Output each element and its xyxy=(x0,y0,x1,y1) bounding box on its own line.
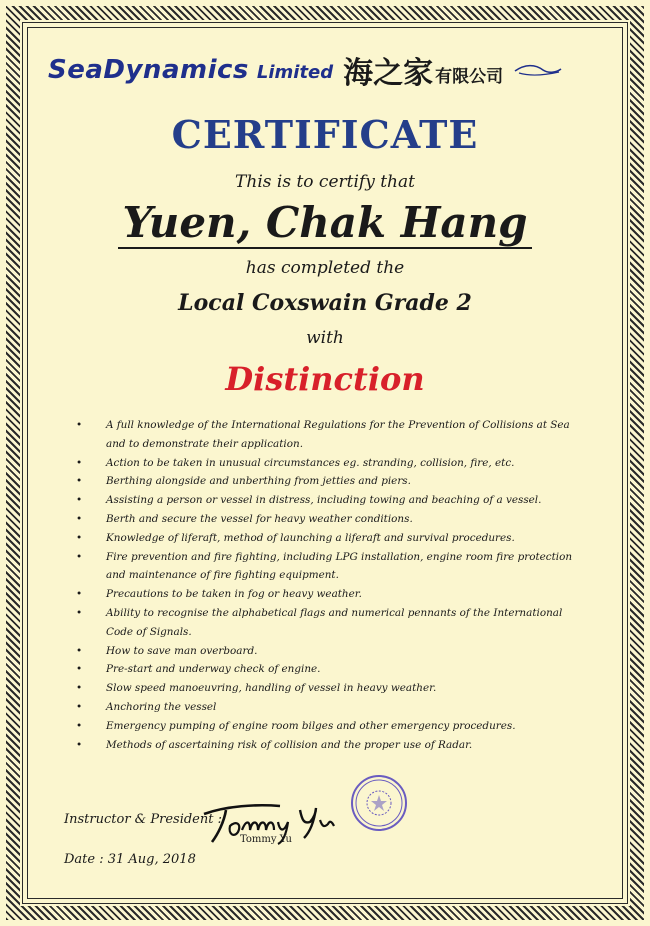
list-item: • Ability to recognise the alphabetical flags and numerical pennants of the International Code of Signals. xyxy=(76,604,578,642)
competency-list xyxy=(76,416,578,754)
certify-line: This is to certify that xyxy=(235,172,415,192)
company-header xyxy=(48,50,608,90)
list-item: • Slow speed manoeuvring, handling of vessel in heavy weather. xyxy=(76,679,578,698)
completed-line: has completed the xyxy=(245,258,405,278)
list-item: • Knowledge of liferaft, method of launching a liferaft and survival procedures. xyxy=(76,529,578,548)
issue-date: Date : 31 Aug, 2018 xyxy=(64,852,196,867)
brand-name: SeaDynamics xyxy=(48,55,249,85)
brand-chinese-suffix: 有限公司 xyxy=(435,66,504,87)
list-item: • A full knowledge of the International Regulations for the Prevention of Collisions at Sea and to demonstrate their application. xyxy=(76,416,578,454)
grade-distinction: Distinction xyxy=(225,360,425,398)
list-item: • Anchoring the vessel xyxy=(76,698,578,717)
course-name: Local Coxswain Grade 2 xyxy=(178,290,472,316)
list-item: • How to save man overboard. xyxy=(76,642,578,661)
with-line: with xyxy=(306,328,344,348)
list-item: • Fire prevention and fire fighting, including LPG installation, engine room fire protection and maintenance of fire fighting equipment. xyxy=(76,548,578,586)
list-item: • Emergency pumping of engine room bilges and other emergency procedures. xyxy=(76,717,578,736)
company-seal-icon xyxy=(350,774,408,832)
certificate-title: CERTIFICATE xyxy=(171,112,479,157)
boat-wave-icon xyxy=(513,60,563,80)
list-item: • Assisting a person or vessel in distress, including towing and beaching of a vessel. xyxy=(76,491,578,510)
list-item: • Berth and secure the vessel for heavy weather conditions. xyxy=(76,510,578,529)
list-item: • Methods of ascertaining risk of collision and the proper use of Radar. xyxy=(76,736,578,755)
brand-suffix: Limited xyxy=(256,61,334,83)
list-item: • Action to be taken in unusual circumstances eg. stranding, collision, fire, etc. xyxy=(76,454,578,473)
list-item: • Precautions to be taken in fog or heavy weather. xyxy=(76,585,578,604)
signer-name: Tommy Yu xyxy=(240,834,292,845)
list-item: • Pre-start and underway check of engine. xyxy=(76,660,578,679)
list-item: • Berthing alongside and unberthing from jetties and piers. xyxy=(76,472,578,491)
recipient-name-text: Yuen, Chak Hang xyxy=(118,198,531,249)
brand-chinese-name: 海之家 xyxy=(343,56,434,91)
instructor-label: Instructor & President : xyxy=(64,812,222,827)
recipient-name xyxy=(0,198,650,247)
